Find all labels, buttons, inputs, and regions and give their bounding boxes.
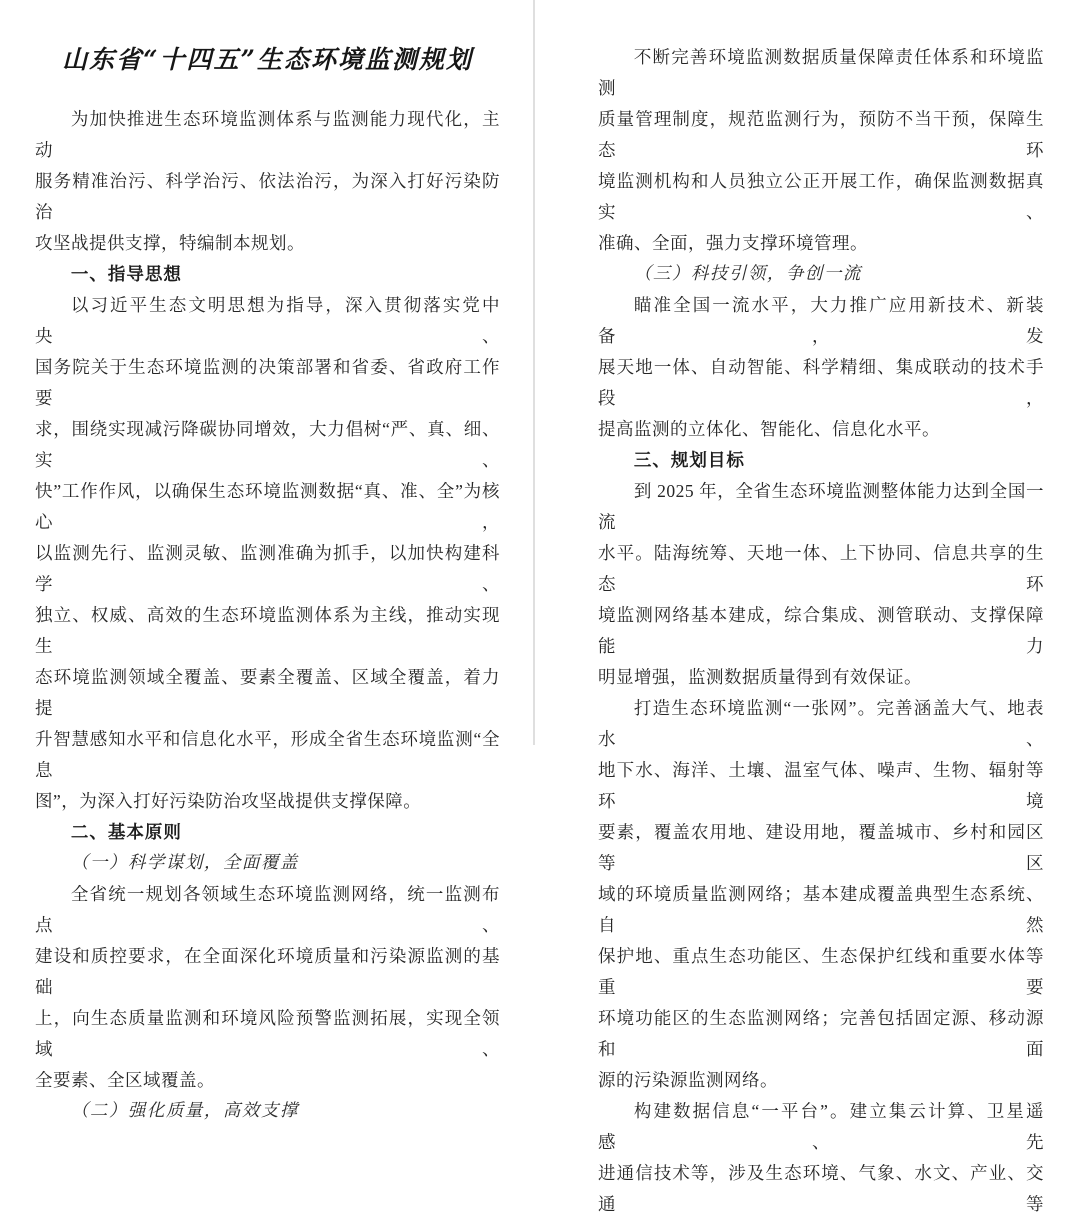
text-line: 提高监测的立体化、智能化、信息化水平。 xyxy=(598,419,940,439)
text-line: 境监测网络基本建成，综合集成、测管联动、支撑保障能力 xyxy=(598,605,1044,656)
paragraph xyxy=(35,104,500,259)
paragraph xyxy=(35,879,500,1096)
text-line: 要素，覆盖农用地、建设用地，覆盖城市、乡村和园区等区 xyxy=(598,822,1044,873)
paragraph xyxy=(598,1096,1044,1220)
text-line: 攻坚战提供支撑，特编制本规划。 xyxy=(35,233,305,253)
text-line: 服务精准治污、科学治污、依法治污，为深入打好污染防治 xyxy=(35,171,500,222)
text-line: 质量管理制度，规范监测行为，预防不当干预，保障生态环 xyxy=(598,109,1044,160)
text-line: 地下水、海洋、土壤、温室气体、噪声、生物、辐射等环境 xyxy=(598,760,1044,811)
text-line: 快”工作作风，以确保生态环境监测数据“真、准、全”为核心， xyxy=(35,481,500,532)
text-line: 升智慧感知水平和信息化水平，形成全省生态环境监测“全息 xyxy=(35,729,500,780)
text-line: 展天地一体、自动智能、科学精细、集成联动的技术手段， xyxy=(598,357,1044,408)
document-title xyxy=(35,40,500,80)
text-line: 瞄准全国一流水平，大力推广应用新技术、新装备，发 xyxy=(598,295,1044,346)
text-line: 环境功能区的生态监测网络；完善包括固定源、移动源和面 xyxy=(598,1008,1044,1059)
text-line: 水平。陆海统筹、天地一体、上下协同、信息共享的生态环 xyxy=(598,543,1044,594)
page-right xyxy=(535,0,1080,1214)
text-line: 国务院关于生态环境监测的决策部署和省委、省政府工作要 xyxy=(35,357,500,408)
text-line: 三、规划目标 xyxy=(633,450,745,470)
text-line: 打造生态环境监测“一张网”。完善涵盖大气、地表水、 xyxy=(598,698,1044,749)
text-line: 一、指导思想 xyxy=(70,264,182,284)
text-line: （三）科技引领，争创一流 xyxy=(633,264,862,284)
section-heading xyxy=(598,445,1044,476)
text-line: 建设和质控要求，在全面深化环境质量和污染源监测的基础 xyxy=(35,946,500,997)
text-line: 上，向生态质量监测和环境风险预警监测拓展，实现全领域、 xyxy=(35,1008,500,1059)
text-line: 山东省“十四五”生态环境监测规划 xyxy=(62,45,473,74)
sub-heading xyxy=(35,1096,500,1127)
section-heading xyxy=(35,259,500,290)
text-line: 进通信技术等，涉及生态环境、气象、水文、产业、交通等 xyxy=(598,1163,1044,1214)
text-line: 构建数据信息“一平台”。建立集云计算、卫星遥感、先 xyxy=(598,1101,1044,1152)
text-line: 全要素、全区域覆盖。 xyxy=(35,1070,215,1090)
text-line: 保护地、重点生态功能区、生态保护红线和重要水体等重要 xyxy=(598,946,1044,997)
text-line: 图”，为深入打好污染防治攻坚战提供支撑保障。 xyxy=(35,791,422,811)
sub-heading xyxy=(598,259,1044,290)
text-line: 源的污染源监测网络。 xyxy=(598,1070,778,1090)
text-line: （一）科学谋划，全面覆盖 xyxy=(70,853,299,873)
text-line: 不断完善环境监测数据质量保障责任体系和环境监测 xyxy=(598,47,1044,98)
text-line: 求，围绕实现减污降碳协同增效，大力倡树“严、真、细、实、 xyxy=(35,419,500,470)
paragraph xyxy=(598,290,1044,445)
page-left xyxy=(0,0,533,1121)
paragraph xyxy=(598,693,1044,1096)
text-line: 全省统一规划各领域生态环境监测网络，统一监测布点、 xyxy=(35,884,500,935)
text-line: 态环境监测领域全覆盖、要素全覆盖、区域全覆盖，着力提 xyxy=(35,667,500,718)
text-line: 域的环境质量监测网络；基本建成覆盖典型生态系统、自然 xyxy=(598,884,1044,935)
text-line: 到 2025 年，全省生态环境监测整体能力达到全国一流 xyxy=(598,481,1044,532)
text-line: 二、基本原则 xyxy=(70,822,182,842)
page-right-column xyxy=(598,42,1044,1220)
text-line: （二）强化质量，高效支撑 xyxy=(70,1101,299,1121)
page-left-column xyxy=(35,40,500,1127)
paragraph xyxy=(35,290,500,817)
text-line: 以习近平生态文明思想为指导，深入贯彻落实党中央、 xyxy=(35,295,500,346)
text-line: 为加快推进生态环境监测体系与监测能力现代化，主动 xyxy=(35,109,500,160)
paragraph xyxy=(598,476,1044,693)
text-line: 以监测先行、监测灵敏、监测准确为抓手，以加快构建科学、 xyxy=(35,543,500,594)
text-line: 明显增强，监测数据质量得到有效保证。 xyxy=(598,667,922,687)
section-heading xyxy=(35,817,500,848)
sub-heading xyxy=(35,848,500,879)
paragraph xyxy=(598,42,1044,259)
text-line: 境监测机构和人员独立公正开展工作，确保监测数据真实、 xyxy=(598,171,1044,222)
text-line: 准确、全面，强力支撑环境管理。 xyxy=(598,233,868,253)
text-line: 独立、权威、高效的生态环境监测体系为主线，推动实现生 xyxy=(35,605,500,656)
